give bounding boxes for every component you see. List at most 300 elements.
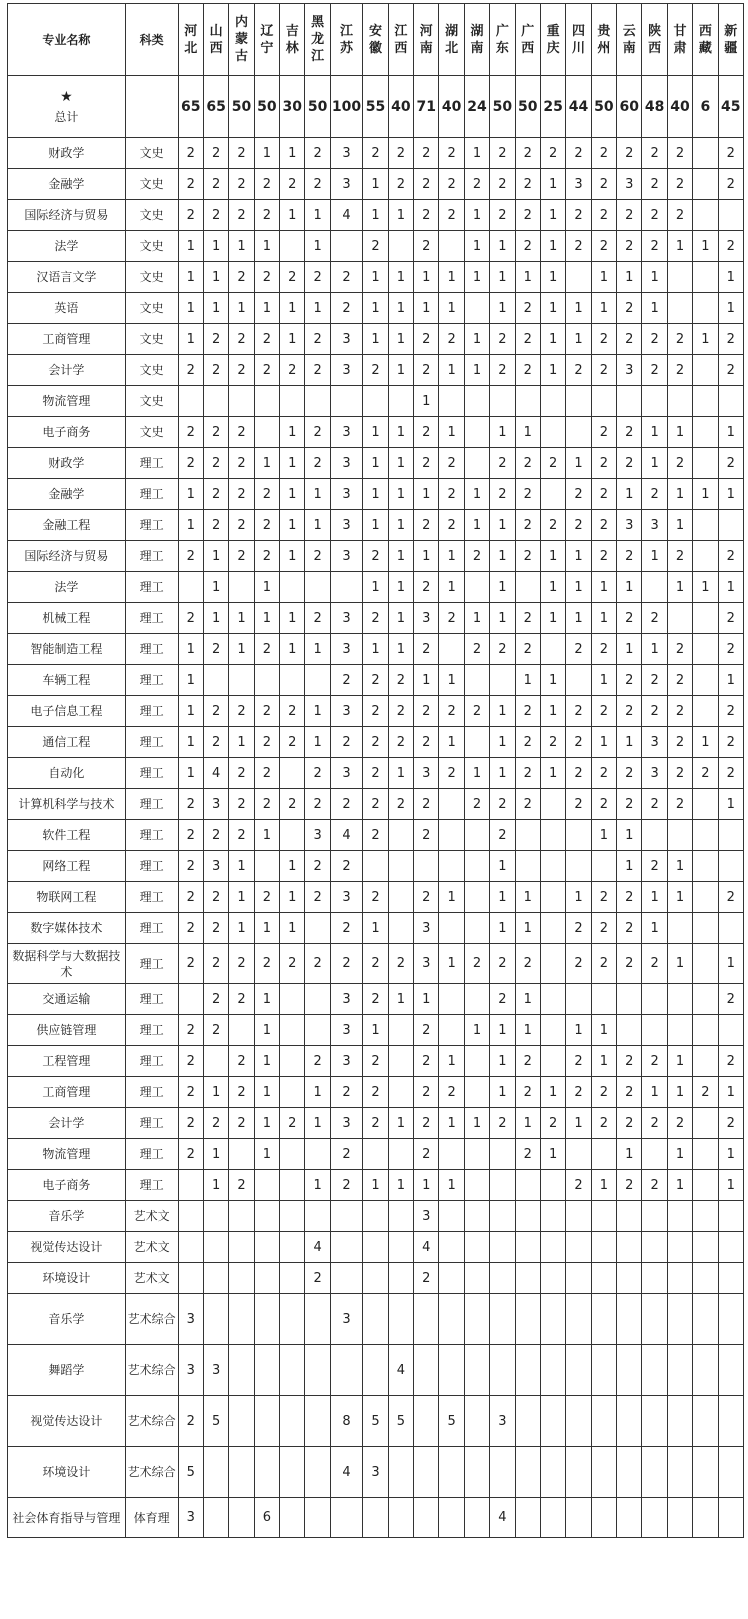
quota-cell: 2 <box>305 758 330 789</box>
quota-cell: 1 <box>388 634 413 665</box>
quota-cell: 1 <box>280 882 305 913</box>
quota-cell: 2 <box>591 169 616 200</box>
quota-cell <box>280 1201 305 1232</box>
quota-cell: 1 <box>388 1170 413 1201</box>
table-row <box>8 665 744 696</box>
quota-cell: 5 <box>178 1447 203 1498</box>
quota-cell: 1 <box>439 1170 464 1201</box>
quota-cell: 1 <box>388 479 413 510</box>
province-name <box>541 23 565 57</box>
quota-cell: 2 <box>591 417 616 448</box>
quota-cell <box>388 1139 413 1170</box>
quota-cell: 3 <box>178 1345 203 1396</box>
quota-cell: 1 <box>515 417 540 448</box>
quota-cell <box>280 386 305 417</box>
quota-cell: 2 <box>363 727 388 758</box>
quota-cell: 2 <box>490 479 515 510</box>
quota-cell: 2 <box>414 1139 439 1170</box>
major-name: 软件工程 <box>8 820 126 851</box>
quota-cell: 1 <box>667 1170 692 1201</box>
quota-cell <box>591 1294 616 1345</box>
quota-cell: 1 <box>280 324 305 355</box>
quota-cell: 1 <box>363 262 388 293</box>
quota-cell: 1 <box>718 293 743 324</box>
quota-cell: 1 <box>439 355 464 386</box>
quota-cell <box>439 851 464 882</box>
quota-cell <box>693 262 718 293</box>
quota-cell <box>178 1263 203 1294</box>
quota-cell: 2 <box>515 696 540 727</box>
province-char: 江 <box>311 49 325 64</box>
quota-cell: 3 <box>203 789 228 820</box>
quota-cell: 2 <box>566 758 591 789</box>
quota-cell <box>490 665 515 696</box>
quota-cell: 2 <box>515 758 540 789</box>
quota-cell: 1 <box>363 200 388 231</box>
quota-cell: 2 <box>178 448 203 479</box>
quota-cell: 2 <box>515 789 540 820</box>
quota-cell: 2 <box>229 262 254 293</box>
total-value: 65 <box>203 76 228 138</box>
quota-cell: 2 <box>515 138 540 169</box>
quota-cell: 1 <box>280 417 305 448</box>
quota-cell: 1 <box>464 138 489 169</box>
quota-cell <box>515 1263 540 1294</box>
category: 理工 <box>125 634 178 665</box>
category-header: 科类 <box>125 4 178 76</box>
quota-cell: 5 <box>439 1396 464 1447</box>
quota-cell <box>280 1232 305 1263</box>
table-row <box>8 634 744 665</box>
quota-cell: 2 <box>515 448 540 479</box>
quota-cell: 1 <box>540 603 565 634</box>
quota-cell: 1 <box>464 262 489 293</box>
quota-cell <box>642 1263 667 1294</box>
quota-cell <box>591 1498 616 1538</box>
quota-cell <box>566 1201 591 1232</box>
quota-cell <box>388 1077 413 1108</box>
quota-cell <box>591 851 616 882</box>
quota-cell: 2 <box>388 944 413 984</box>
category: 艺术综合 <box>125 1294 178 1345</box>
quota-cell: 2 <box>642 200 667 231</box>
quota-cell: 1 <box>617 572 642 603</box>
quota-cell <box>540 1046 565 1077</box>
quota-cell: 2 <box>254 169 279 200</box>
quota-cell <box>229 1447 254 1498</box>
quota-cell <box>540 1498 565 1538</box>
quota-cell <box>693 1396 718 1447</box>
major-name: 物流管理 <box>8 386 126 417</box>
quota-cell: 2 <box>617 200 642 231</box>
quota-cell: 2 <box>178 417 203 448</box>
quota-cell: 1 <box>490 231 515 262</box>
quota-cell: 3 <box>414 1201 439 1232</box>
quota-cell <box>388 1263 413 1294</box>
quota-cell <box>540 1345 565 1396</box>
quota-cell <box>693 138 718 169</box>
quota-cell: 2 <box>414 696 439 727</box>
table-row <box>8 200 744 231</box>
quota-cell: 3 <box>330 882 362 913</box>
quota-cell: 2 <box>414 355 439 386</box>
quota-cell: 2 <box>642 1170 667 1201</box>
province-char: 西 <box>698 23 712 39</box>
table-row <box>8 541 744 572</box>
quota-cell <box>693 541 718 572</box>
quota-cell: 2 <box>642 851 667 882</box>
quota-cell: 1 <box>566 324 591 355</box>
quota-cell: 1 <box>280 851 305 882</box>
quota-cell: 1 <box>254 572 279 603</box>
quota-cell: 5 <box>388 1396 413 1447</box>
quota-cell <box>693 1498 718 1538</box>
quota-cell <box>515 572 540 603</box>
quota-cell: 2 <box>617 541 642 572</box>
quota-cell: 2 <box>178 1077 203 1108</box>
quota-cell <box>229 1345 254 1396</box>
province-name <box>617 23 641 57</box>
quota-cell: 2 <box>203 138 228 169</box>
quota-cell: 1 <box>439 293 464 324</box>
quota-cell <box>718 1201 743 1232</box>
quota-cell: 2 <box>566 634 591 665</box>
quota-cell: 1 <box>540 169 565 200</box>
quota-cell: 1 <box>203 262 228 293</box>
quota-cell <box>718 386 743 417</box>
total-value: 50 <box>490 76 515 138</box>
quota-cell <box>693 448 718 479</box>
quota-cell: 3 <box>330 1108 362 1139</box>
quota-cell: 2 <box>229 324 254 355</box>
quota-cell: 2 <box>439 758 464 789</box>
quota-cell: 2 <box>414 417 439 448</box>
quota-cell <box>566 417 591 448</box>
quota-cell: 2 <box>229 1046 254 1077</box>
quota-cell: 1 <box>490 572 515 603</box>
quota-cell <box>254 1170 279 1201</box>
quota-cell <box>566 820 591 851</box>
quota-cell <box>330 1201 362 1232</box>
quota-cell: 2 <box>178 1046 203 1077</box>
table-row <box>8 1263 744 1294</box>
quota-cell: 1 <box>363 1015 388 1046</box>
quota-cell: 2 <box>363 231 388 262</box>
quota-cell: 2 <box>203 1108 228 1139</box>
quota-cell: 2 <box>566 1077 591 1108</box>
quota-cell <box>464 1447 489 1498</box>
quota-cell <box>280 1170 305 1201</box>
province-char: 河 <box>419 23 433 39</box>
quota-cell <box>515 1498 540 1538</box>
quota-cell: 3 <box>330 169 362 200</box>
quota-cell: 2 <box>566 231 591 262</box>
quota-cell <box>718 820 743 851</box>
quota-cell <box>566 1498 591 1538</box>
quota-cell <box>490 1170 515 1201</box>
quota-cell: 2 <box>617 448 642 479</box>
quota-cell: 2 <box>229 417 254 448</box>
quota-cell: 2 <box>490 634 515 665</box>
quota-cell: 2 <box>414 727 439 758</box>
quota-cell: 2 <box>280 727 305 758</box>
quota-cell: 1 <box>540 1139 565 1170</box>
quota-cell <box>229 1263 254 1294</box>
quota-cell <box>718 1345 743 1396</box>
quota-cell: 1 <box>464 231 489 262</box>
quota-cell: 2 <box>667 355 692 386</box>
quota-cell <box>617 1015 642 1046</box>
quota-cell <box>566 386 591 417</box>
quota-cell: 1 <box>693 479 718 510</box>
quota-cell: 2 <box>566 510 591 541</box>
quota-cell <box>178 1201 203 1232</box>
quota-cell: 1 <box>363 1170 388 1201</box>
quota-cell: 2 <box>363 541 388 572</box>
category: 文史 <box>125 262 178 293</box>
category: 理工 <box>125 572 178 603</box>
quota-cell: 1 <box>439 572 464 603</box>
province-char: 庆 <box>546 40 560 56</box>
quota-cell: 2 <box>642 696 667 727</box>
quota-cell: 1 <box>591 1015 616 1046</box>
quota-cell <box>464 984 489 1015</box>
category: 文史 <box>125 386 178 417</box>
quota-cell: 2 <box>363 944 388 984</box>
quota-cell <box>330 1263 362 1294</box>
quota-cell: 2 <box>591 1077 616 1108</box>
quota-cell: 2 <box>464 634 489 665</box>
quota-cell: 2 <box>305 1263 330 1294</box>
quota-cell: 2 <box>667 138 692 169</box>
quota-cell <box>515 1447 540 1498</box>
quota-cell: 1 <box>178 293 203 324</box>
quota-cell <box>280 1263 305 1294</box>
quota-cell: 1 <box>718 479 743 510</box>
quota-cell: 3 <box>305 820 330 851</box>
quota-cell: 2 <box>490 200 515 231</box>
quota-cell <box>515 820 540 851</box>
quota-cell: 1 <box>490 882 515 913</box>
quota-cell <box>693 789 718 820</box>
quota-cell <box>642 820 667 851</box>
quota-cell: 3 <box>363 1447 388 1498</box>
category: 理工 <box>125 1108 178 1139</box>
quota-cell: 2 <box>540 727 565 758</box>
quota-cell: 2 <box>280 355 305 386</box>
category: 理工 <box>125 727 178 758</box>
quota-cell: 2 <box>515 293 540 324</box>
quota-cell <box>693 1170 718 1201</box>
province-char: 江 <box>394 23 408 39</box>
quota-cell: 2 <box>566 355 591 386</box>
quota-cell <box>203 1201 228 1232</box>
quota-cell: 1 <box>254 293 279 324</box>
quota-cell <box>254 665 279 696</box>
quota-cell <box>464 1345 489 1396</box>
quota-cell <box>305 984 330 1015</box>
quota-cell <box>540 1170 565 1201</box>
quota-cell: 2 <box>178 355 203 386</box>
table-row <box>8 1139 744 1170</box>
quota-cell: 3 <box>414 758 439 789</box>
quota-cell <box>693 169 718 200</box>
quota-cell <box>439 1498 464 1538</box>
quota-cell: 3 <box>642 727 667 758</box>
table-row <box>8 355 744 386</box>
quota-cell <box>693 984 718 1015</box>
quota-cell: 2 <box>178 789 203 820</box>
quota-cell <box>718 1263 743 1294</box>
major-name: 英语 <box>8 293 126 324</box>
quota-cell: 2 <box>566 944 591 984</box>
quota-cell <box>490 1139 515 1170</box>
quota-cell: 2 <box>229 479 254 510</box>
quota-cell: 2 <box>617 1108 642 1139</box>
quota-cell <box>305 1015 330 1046</box>
quota-cell: 2 <box>203 479 228 510</box>
quota-cell: 2 <box>414 324 439 355</box>
major-name: 音乐学 <box>8 1201 126 1232</box>
quota-cell: 2 <box>203 820 228 851</box>
quota-cell <box>617 1498 642 1538</box>
quota-cell <box>330 386 362 417</box>
quota-cell: 1 <box>305 231 330 262</box>
quota-cell: 2 <box>566 1046 591 1077</box>
quota-cell <box>540 1232 565 1263</box>
quota-cell: 1 <box>667 417 692 448</box>
quota-cell: 2 <box>203 882 228 913</box>
quota-cell: 1 <box>254 1139 279 1170</box>
quota-cell <box>439 820 464 851</box>
quota-cell: 1 <box>414 262 439 293</box>
quota-cell <box>515 1170 540 1201</box>
quota-cell: 2 <box>490 789 515 820</box>
major-name: 法学 <box>8 572 126 603</box>
province-name <box>255 23 279 57</box>
quota-cell: 2 <box>280 262 305 293</box>
quota-cell: 1 <box>414 984 439 1015</box>
quota-cell: 1 <box>363 417 388 448</box>
quota-cell <box>280 1498 305 1538</box>
quota-cell: 1 <box>490 1077 515 1108</box>
major-name: 法学 <box>8 231 126 262</box>
quota-cell <box>693 851 718 882</box>
quota-cell: 2 <box>229 758 254 789</box>
quota-cell: 3 <box>330 479 362 510</box>
quota-cell: 1 <box>540 355 565 386</box>
quota-cell: 2 <box>591 138 616 169</box>
category: 文史 <box>125 293 178 324</box>
table-row <box>8 851 744 882</box>
quota-cell: 3 <box>330 417 362 448</box>
quota-cell: 2 <box>464 541 489 572</box>
quota-cell <box>693 417 718 448</box>
quota-cell: 1 <box>178 634 203 665</box>
quota-cell <box>566 1396 591 1447</box>
quota-cell: 2 <box>388 169 413 200</box>
quota-cell: 2 <box>693 758 718 789</box>
quota-cell: 1 <box>178 727 203 758</box>
quota-cell <box>330 1232 362 1263</box>
quota-cell: 2 <box>229 984 254 1015</box>
province-header <box>540 4 565 76</box>
quota-cell: 2 <box>305 324 330 355</box>
major-name: 网络工程 <box>8 851 126 882</box>
quota-cell: 2 <box>642 1108 667 1139</box>
quota-cell: 4 <box>330 820 362 851</box>
province-header <box>642 4 667 76</box>
province-char: 北 <box>445 40 459 56</box>
quota-cell: 1 <box>254 984 279 1015</box>
table-row <box>8 448 744 479</box>
quota-cell <box>566 665 591 696</box>
quota-cell: 1 <box>617 262 642 293</box>
quota-cell <box>693 1345 718 1396</box>
province-header <box>203 4 228 76</box>
quota-cell: 1 <box>642 417 667 448</box>
major-name: 供应链管理 <box>8 1015 126 1046</box>
province-char: 山 <box>209 23 223 39</box>
quota-cell <box>540 851 565 882</box>
quota-cell <box>490 1201 515 1232</box>
quota-cell: 2 <box>667 448 692 479</box>
quota-cell: 2 <box>591 944 616 984</box>
quota-cell <box>280 1447 305 1498</box>
quota-cell <box>464 1498 489 1538</box>
quota-cell: 1 <box>363 913 388 944</box>
major-name: 自动化 <box>8 758 126 789</box>
quota-cell: 2 <box>178 138 203 169</box>
quota-cell <box>305 1498 330 1538</box>
quota-cell: 1 <box>363 324 388 355</box>
province-name <box>204 23 228 57</box>
quota-cell: 1 <box>667 510 692 541</box>
quota-cell: 1 <box>718 1139 743 1170</box>
quota-cell <box>667 1345 692 1396</box>
category: 文史 <box>125 200 178 231</box>
quota-cell <box>667 984 692 1015</box>
quota-cell: 1 <box>540 231 565 262</box>
quota-cell <box>693 1015 718 1046</box>
province-name <box>363 23 387 57</box>
quota-cell: 1 <box>363 510 388 541</box>
quota-cell: 1 <box>642 634 667 665</box>
province-char: 广 <box>495 23 509 39</box>
province-name <box>693 23 717 57</box>
major-name: 物流管理 <box>8 1139 126 1170</box>
category: 艺术文 <box>125 1263 178 1294</box>
quota-cell: 2 <box>229 448 254 479</box>
quota-cell <box>305 1201 330 1232</box>
quota-cell: 2 <box>229 944 254 984</box>
quota-cell: 2 <box>490 355 515 386</box>
major-name: 金融学 <box>8 479 126 510</box>
quota-cell <box>280 984 305 1015</box>
quota-cell: 2 <box>515 200 540 231</box>
province-name <box>280 23 304 57</box>
quota-cell: 2 <box>254 634 279 665</box>
province-header <box>363 4 388 76</box>
quota-cell: 2 <box>229 696 254 727</box>
quota-cell: 1 <box>414 541 439 572</box>
quota-cell: 1 <box>591 727 616 758</box>
quota-cell: 3 <box>330 355 362 386</box>
province-char: 南 <box>419 40 433 56</box>
quota-cell: 2 <box>254 541 279 572</box>
province-name <box>490 23 514 57</box>
quota-cell: 1 <box>464 200 489 231</box>
